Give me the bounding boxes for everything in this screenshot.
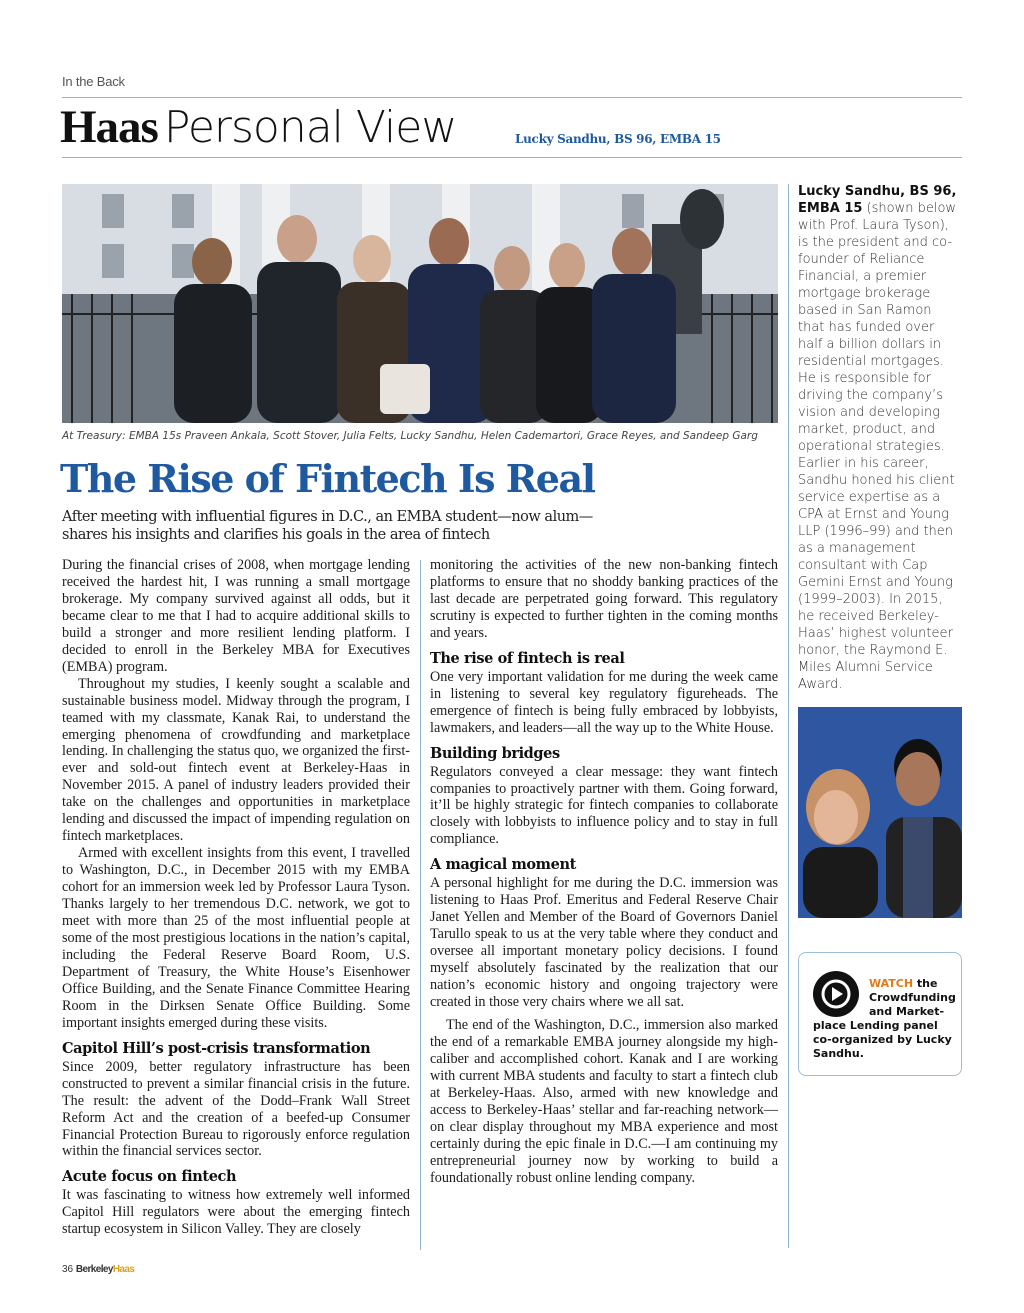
brand-name: Berkeley bbox=[75, 1264, 113, 1275]
group-photo-illustration bbox=[62, 184, 778, 423]
paragraph: Regulators conveyed a clear message: they want fintech companies to proactively partner with them. Going forward, it’ll be highly strategic for fintech companies to collaborate closely with lobbyists to influence policy and to stay in full compliance. bbox=[430, 763, 778, 848]
page-footer bbox=[62, 1264, 134, 1275]
watch-text-1: the Crowdfunding and Market- bbox=[869, 977, 956, 1018]
paragraph: Since 2009, better regulatory infrastructure has been constructed to prevent a similar financial crisis in the future. The result: the advent of the Dodd–Frank Wall Street Reform Act and the creation of a beefed-up Consumer Financial Protection Bureau to rigorously enforce regulation within the financial services sector. bbox=[62, 1058, 410, 1160]
paragraph: Armed with excellent insights from this event, I travelled to Washington, D.C., in December 2015 with my EMBA cohort for an immersion week led by Professor Laura Tyson. Thanks largely to her tremendous D.C. network, we got to meet with more than 25 of the most influential people at some of the most prestigious locations in the nation’s capital, including the Federal Reserve Board Room, U.S. Department of Treasury, the White House’s Eisenhower Office Building, and the Senate Finance Committee Hearing Room in the Dirksen Senate Office Building. Some important insights emerged during these visits. bbox=[62, 845, 410, 1031]
paragraph: It was fascinating to witness how extremely well informed Capitol Hill regulators were about the emerging fintech startup ecosystem in Silicon Valley. They are closely bbox=[62, 1187, 410, 1238]
watch-keyword: WATCH bbox=[869, 977, 914, 990]
article-column-2 bbox=[430, 557, 778, 1187]
paragraph: Throughout my studies, I keenly sought a scalable and sustainable business model. Midway through the program, I teamed with my classmate, Kanak Rai, to understand the emerging phenomena of crowdfunding and marketplace lending. In challenging the status quo, we organized the first-ever and sold-out fintech event at Berkeley-Haas in November 2015. A panel of industry leaders provided their take on the challenges and opportunities in marketplace lending and discussed the impact of impending regulation on fintech marketplaces. bbox=[62, 675, 410, 845]
paragraph: One very important validation for me during the week came in listening to several key regulatory figureheads. The emergence of fintech is being fully embraced by lobbyists, lawmakers, and leaders—all the way up to the White House. bbox=[430, 668, 778, 736]
article-dek: After meeting with influential figures in D.C., an EMBA student—now alum—shares his insights and clarifies his goals in the area of fintech bbox=[62, 509, 593, 543]
bio-name: Lucky Sandhu, BS 96, EMBA 15 bbox=[798, 184, 957, 216]
paragraph: A personal highlight for me during the D.C. immersion was listening to Haas Prof. Emeritus and Federal Reserve Chair Janet Yellen and Member of the Board of Governors Daniel Tarullo speak to us at the very table where they conduct and oversee all important monetary policy decisions. I found myself absolutely fascinated by the realization that our nation’s economic history and ongoing trajectory were created in those very chairs where we all sat. bbox=[430, 875, 778, 1011]
subhead-rise-of-fintech: The rise of fintech is real bbox=[430, 649, 625, 667]
group-photo bbox=[62, 184, 778, 423]
article-headline: The Rise of Fintech Is Real bbox=[60, 456, 595, 501]
subhead-magical-moment: A magical moment bbox=[430, 856, 576, 874]
header-rule-bottom bbox=[62, 157, 962, 158]
column-divider bbox=[420, 560, 421, 1250]
subhead-acute-focus: Acute focus on fintech bbox=[62, 1168, 237, 1186]
article-column-1 bbox=[62, 557, 410, 1238]
section-label: In the Back bbox=[62, 74, 125, 89]
header-rule-top bbox=[62, 97, 962, 98]
paragraph: monitoring the activities of the new non-banking fintech platforms to ensure that no shoddy banking practices of the last decade are perpetrated going forward. This regulatory scrutiny is expected to further tighten in the coming months and years. bbox=[430, 557, 778, 641]
play-icon[interactable] bbox=[813, 971, 859, 1017]
brand-accent: Haas bbox=[112, 1264, 135, 1275]
subhead-building-bridges: Building bridges bbox=[430, 744, 560, 762]
watch-text-2: place Lending panel co-organized by Lucky Sandhu. bbox=[813, 1019, 952, 1060]
subhead-capitol-hill: Capitol Hill’s post-crisis transformation bbox=[62, 1039, 371, 1057]
sidebar-bio bbox=[798, 183, 958, 693]
sidebar-divider bbox=[788, 184, 789, 1248]
masthead-bold: Haas bbox=[60, 101, 158, 153]
page-number: 36 bbox=[62, 1264, 74, 1275]
portrait-illustration bbox=[798, 707, 962, 918]
portrait-photo bbox=[798, 707, 962, 918]
watch-label bbox=[869, 977, 957, 1019]
masthead bbox=[60, 100, 960, 156]
paragraph: The end of the Washington, D.C., immersion also marked the end of a remarkable EMBA journey alongside my high-caliber and accomplished cohort. Kanak and I are working with current MBA students and faculty to start a fintech club at Berkeley-Haas. Also, armed with new knowledge and access to Berkeley-Haas’ stellar and far-reaching network—on clear display throughout my MBA experience and most certainly during the epic finale in D.C.—I am continuing my entrepreneurial journey now by working to build a foundationally robust online lending company. bbox=[430, 1016, 778, 1186]
masthead-light: Personal View bbox=[163, 102, 457, 153]
bio-text: (shown below with Prof. Laura Tyson), is the president and co-founder of Reliance Financial, a premier mortgage brokerage based in San Ramon that has funded over half a billion dollars in residential mortgages. He is responsible for driving the company’s vision and developing market, product, and operational strategies. Earlier in his career, Sandhu honed his client service expertise as a CPA at Ernst and Young LLP (1996–99) and then as a management consultant with Cap Gemini Ernst and Young (1999–2003). In 2015, he received Berkeley-Haas’ highest volunteer honor, the Raymond E. Miles Alumni Service Award. bbox=[798, 201, 957, 692]
byline: Lucky Sandhu, BS 96, EMBA 15 bbox=[515, 132, 721, 146]
watch-video-box[interactable] bbox=[798, 952, 962, 1076]
photo-caption: At Treasury: EMBA 15s Praveen Ankala, Scott Stover, Julia Felts, Lucky Sandhu, Helen Cademartori, Grace Reyes, and Sandeep Garg bbox=[62, 430, 758, 442]
paragraph: During the financial crises of 2008, when mortgage lending received the hardest hit, I was running a small mortgage brokerage. My company survived against all odds, but it became clear to me that I had to acquire additional skills to build a stronger and more resilient lending platform. I decided to enroll in the Berkeley MBA for Executives (EMBA) program. bbox=[62, 557, 410, 675]
